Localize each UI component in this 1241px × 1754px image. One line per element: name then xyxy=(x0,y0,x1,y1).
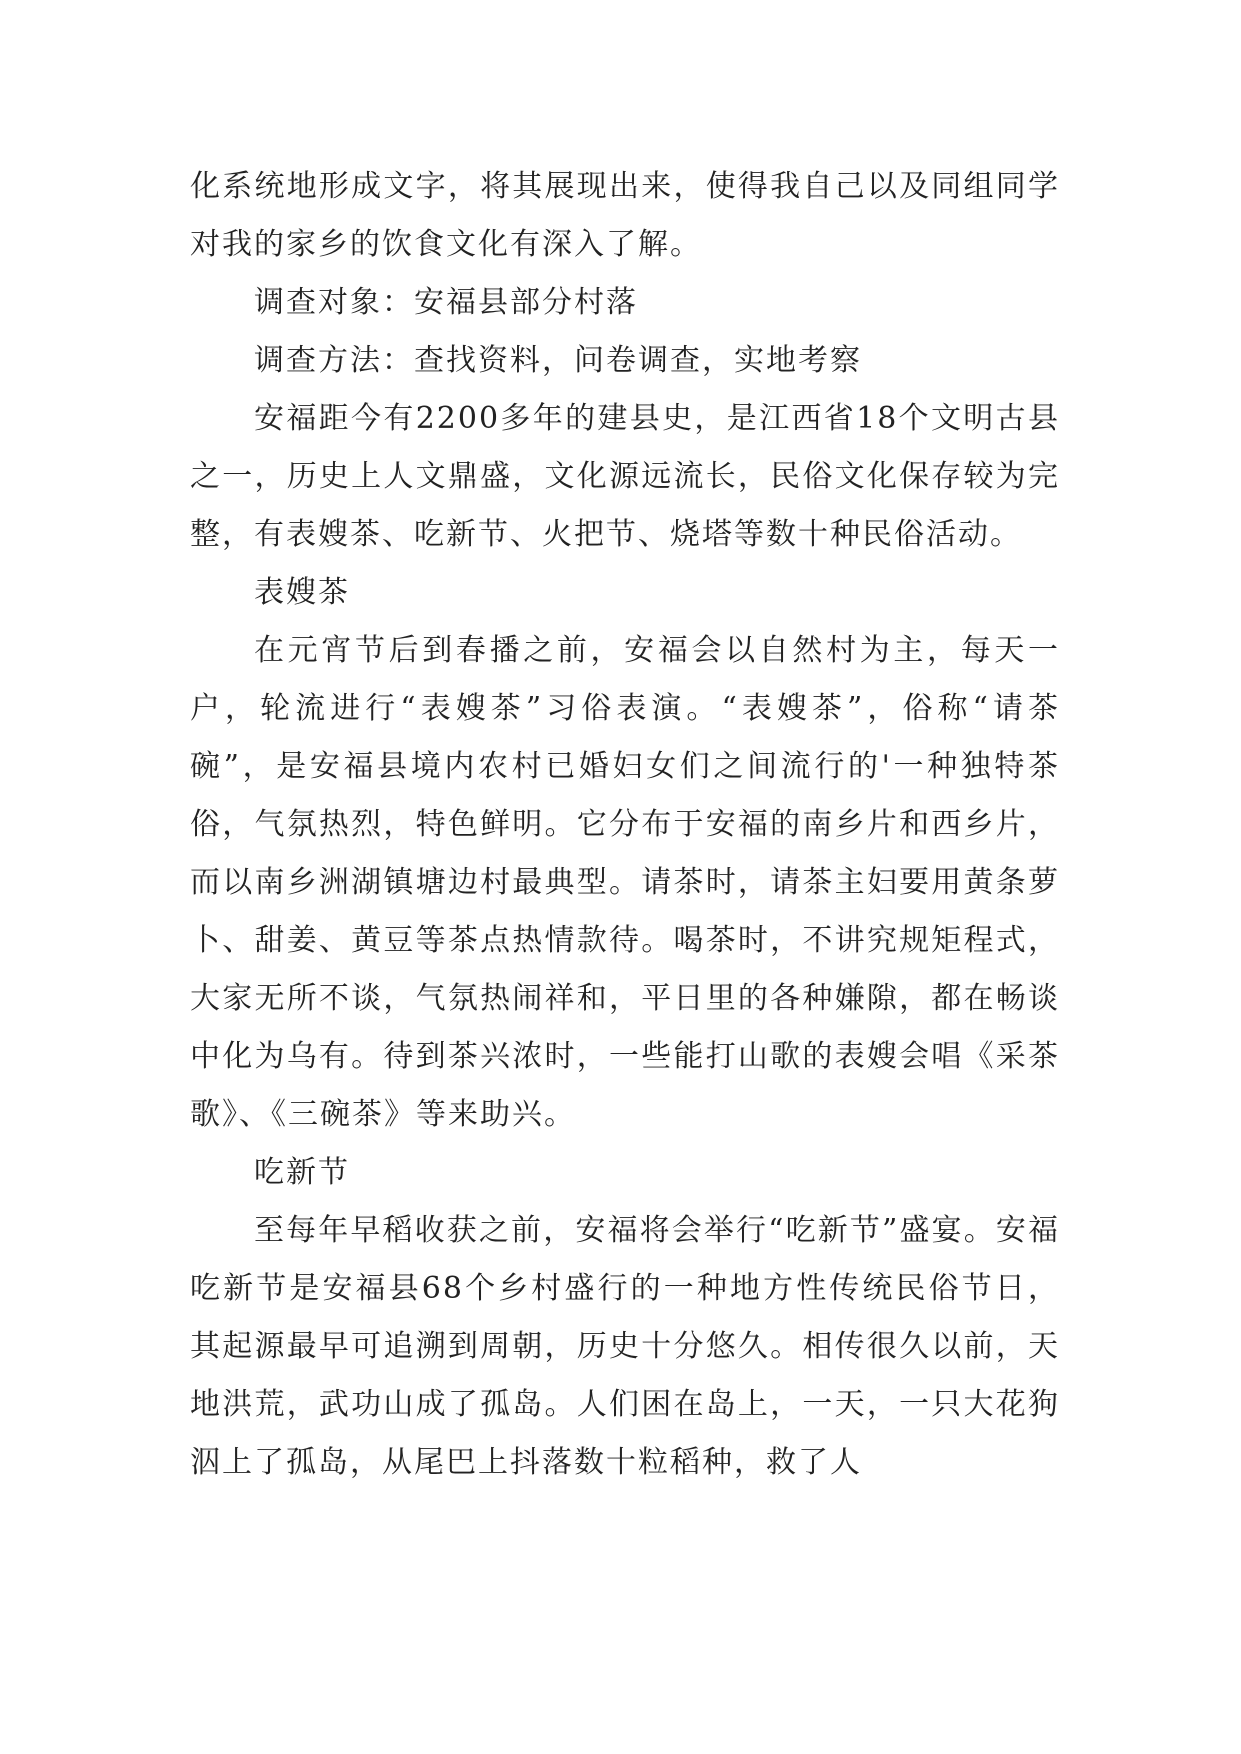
paragraph-intro-continuation: 化系统地形成文字，将其展现出来，使得我自己以及同组同学对我的家乡的饮食文化有深入了解。 xyxy=(190,169,1060,262)
paragraph-survey-method: 调查方法：查找资料，问卷调查，实地考察 xyxy=(254,343,862,378)
paragraph-chixin-festival: 至每年早稻收获之前，安福将会举行“吃新节”盛宴。安福吃新节是安福县68个乡村盛行的一种地方性传统民俗节日，其起源最早可追溯到周朝，历史十分悠久。相传很久以前，天地洪荒，武功山成了孤岛。人们困在岛上，一天，一只大花狗泅上了孤岛，从尾巴上抖落数十粒稻种，救了人 xyxy=(190,1213,1060,1480)
paragraph-anfu-history: 安福距今有2200多年的建县史，是江西省18个文明古县之一，历史上人文鼎盛，文化源远流长，民俗文化保存较为完整，有表嫂茶、吃新节、火把节、烧塔等数十种民俗活动。 xyxy=(190,401,1060,552)
document-body xyxy=(190,158,1060,1492)
paragraph-biaosao-tea: 在元宵节后到春播之前，安福会以自然村为主，每天一户，轮流进行“表嫂茶”习俗表演。“表嫂茶”，俗称“请茶碗”，是安福县境内农村已婚妇女们之间流行的'一种独特茶俗，气氛热烈，特色鲜明。它分布于安福的南乡片和西乡片，而以南乡洲湖镇塘边村最典型。请茶时，请茶主妇要用黄条萝卜、甜姜、黄豆等茶点热情款待。喝茶时，不讲究规矩程式，大家无所不谈，气氛热闹祥和，平日里的各种嫌隙，都在畅谈中化为乌有。待到茶兴浓时，一些能打山歌的表嫂会唱《采茶歌》、《三碗茶》等来助兴。 xyxy=(190,633,1060,1132)
paragraph-survey-subject: 调查对象：安福县部分村落 xyxy=(254,285,638,320)
heading-biaosao-tea: 表嫂茶 xyxy=(254,575,350,610)
heading-chixin-festival: 吃新节 xyxy=(254,1155,350,1190)
